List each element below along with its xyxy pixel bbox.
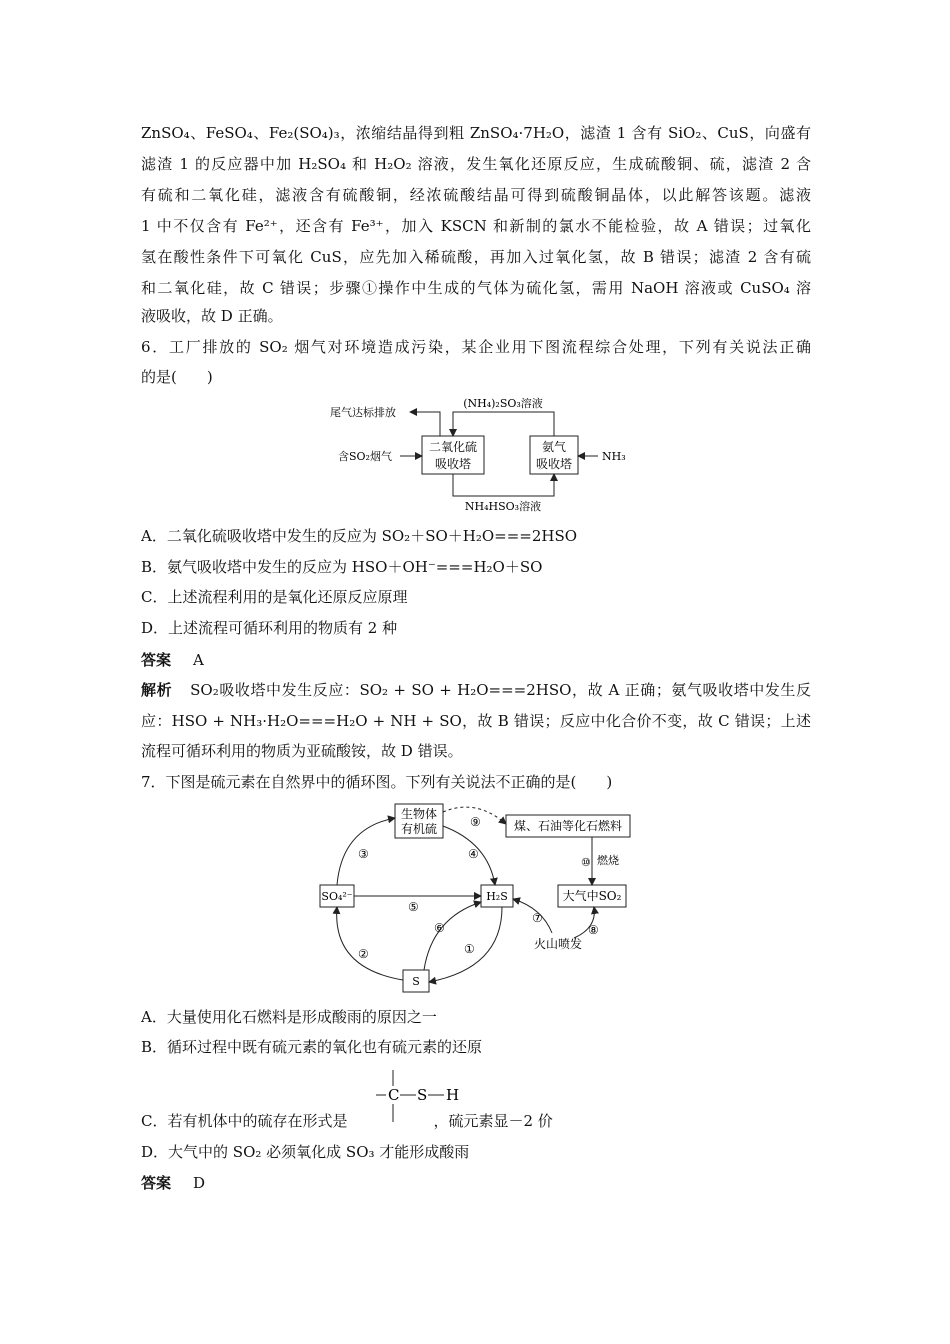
- nh3-label: NH₃: [602, 450, 626, 463]
- answer-label: 答案: [141, 651, 172, 669]
- so2-absorber-label-2: 吸收塔: [434, 457, 472, 471]
- sulfur-atom: S: [417, 1086, 428, 1104]
- step-6: ⑥: [434, 921, 445, 935]
- burn-label: 燃烧: [597, 854, 619, 867]
- sulfur-cycle-diagram: [312, 798, 642, 998]
- text-line: 和二氧化硅，故 C 错误；步骤①操作中生成的气体为硫化氢，需用 NaOH 溶液或 CuSO₄ 溶: [141, 279, 811, 297]
- q6-option-d: D．上述流程可循环利用的物质有 2 种: [141, 619, 398, 637]
- q7-answer-line: [141, 1173, 811, 1193]
- q6-analysis-line-1: [141, 680, 811, 700]
- answer-value: D: [193, 1174, 206, 1192]
- q7-option-c-line: [141, 1111, 811, 1131]
- q7-option-c: C．若有机体中的硫存在形式是: [141, 1112, 348, 1130]
- q7-option-b: B．循环过程中既有硫元素的氧化也有硫元素的还原: [141, 1038, 483, 1056]
- question-6-stem-end: 的是( ): [141, 368, 213, 386]
- nh3-absorber-label-1: 氨气: [541, 440, 567, 454]
- text-line: 氢在酸性条件下可氧化 CuS，应先加入稀硫酸，再加入过氧化氢，故 B 错误；滤渣 2 含有硫: [141, 248, 811, 266]
- text-line: 1 中不仅含有 Fe²⁺，还含有 Fe³⁺，加入 KSCN 和新制的氯水不能检验，故 A 错误；过氧化: [141, 217, 811, 235]
- step-5: ⑤: [408, 900, 419, 914]
- text-line: 有硫和二氧化硅，滤液含有硫酸铜，经浓硫酸结晶可得到硫酸铜晶体，以此解答该题。滤液: [141, 186, 811, 204]
- analysis-text: SO₂吸收塔中发生反应：SO₂ + SO + H₂O===2HSO，故 A 正确；氨气吸收塔中发生反: [190, 681, 811, 699]
- arrow-6: [424, 902, 481, 970]
- text-line: ZnSO₄、FeSO₄、Fe₂(SO₄)₃，浓缩结晶得到粗 ZnSO₄·7H₂O，滤渣 1 含有 SiO₂、CuS，向盛有: [141, 124, 811, 142]
- exhaust-arrow: [410, 412, 440, 436]
- question-6-stem: 6．工厂排放的 SO₂ 烟气对环境造成污染，某企业用下图流程综合处理，下列有关说法正确: [141, 338, 811, 356]
- top-flow-label: (NH₄)₂SO₃溶液: [463, 397, 543, 410]
- q6-option-a: A．二氧化硫吸收塔中发生的反应为 SO₂＋SO＋H₂O===2HSO: [141, 527, 578, 545]
- hydrogen-atom: H: [446, 1086, 460, 1104]
- organism-label-2: 有机硫: [400, 822, 438, 836]
- q6-option-c: C．上述流程利用的是氧化还原反应原理: [141, 588, 408, 606]
- carbon-atom: C: [388, 1086, 400, 1104]
- step-7: ⑦: [532, 911, 543, 925]
- organism-label-1: 生物体: [400, 807, 438, 821]
- text-line: 滤渣 1 的反应器中加 H₂SO₄ 和 H₂O₂ 溶液，发生氧化还原反应，生成硫酸铜、硫，滤渣 2 含: [141, 155, 811, 173]
- q6-answer-line: [141, 650, 811, 670]
- q7-option-c-tail: ，硫元素显－2 价: [433, 1112, 553, 1130]
- exhaust-label: 尾气达标排放: [330, 406, 396, 419]
- flue-gas-label: 含SO₂烟气: [338, 450, 392, 463]
- step-2: ②: [358, 947, 369, 961]
- answer-value: A: [193, 651, 204, 669]
- step-9: ⑨: [470, 815, 481, 829]
- arrow-2: [337, 907, 403, 980]
- so2-absorber-label-1: 二氧化硫: [428, 440, 478, 454]
- analysis-label: 解析: [141, 681, 173, 699]
- q6-analysis-line-2: 应：HSO + NH₃·H₂O===H₂O + NH + SO，故 B 错误；反应中化合价不变，故 C 错误；上述: [141, 712, 811, 730]
- q7-option-d: D．大气中的 SO₂ 必须氧化成 SO₃ 才能形成酸雨: [141, 1143, 470, 1161]
- nh3-absorber-label-2: 吸收塔: [535, 457, 573, 471]
- bottom-flow-arrow: [453, 474, 554, 496]
- fossil-fuel-label: 煤、石油等化石燃料: [513, 819, 623, 833]
- h2s-label: H₂S: [486, 890, 508, 903]
- atmosphere-so2-label: 大气中SO₂: [562, 889, 622, 903]
- sulfate-label: SO₄²⁻: [321, 890, 353, 903]
- step-1: ①: [464, 942, 475, 956]
- sulfur-label: S: [412, 975, 420, 988]
- step-3: ③: [358, 847, 369, 861]
- question-7-stem: 7．下图是硫元素在自然界中的循环图。下列有关说法不正确的是( ): [141, 773, 613, 791]
- step-10: ⑩: [581, 856, 591, 869]
- text-line: 液吸收，故 D 正确。: [141, 307, 283, 325]
- q6-option-b: B．氨气吸收塔中发生的反应为 HSO＋OH⁻===H₂O＋SO: [141, 558, 543, 576]
- answer-label: 答案: [141, 1174, 172, 1192]
- q7-option-a: A．大量使用化石燃料是形成酸雨的原因之一: [141, 1008, 437, 1026]
- q6-analysis-line-3: 流程可循环利用的物质为亚硫酸铵，故 D 错误。: [141, 742, 463, 760]
- step-4: ④: [468, 847, 479, 861]
- top-flow-arrow: [453, 412, 554, 436]
- q6-flow-diagram: [330, 392, 640, 516]
- step-8: ⑧: [588, 923, 599, 937]
- bottom-flow-label: NH₄HSO₃溶液: [464, 500, 542, 513]
- volcano-label: 火山喷发: [534, 937, 583, 951]
